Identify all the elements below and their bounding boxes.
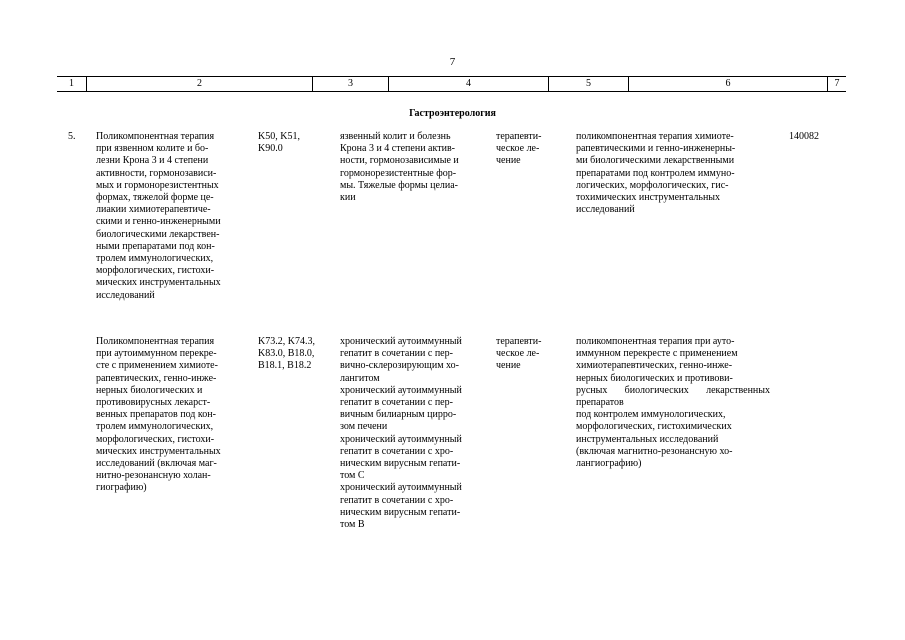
icd-codes: K50, K51, K90.0 <box>258 131 300 155</box>
patient-model: язвенный колит и болезнь Крона 3 и 4 степени актив- ности, гормонозависимые и гормонорезистентные фор- мы. Тяжелые формы целиа- кии <box>340 131 459 204</box>
header-col-2: 2 <box>197 78 202 89</box>
page-number: 7 <box>449 56 456 68</box>
section-title: Гастроэнтерология <box>409 108 496 119</box>
treatment-method: поликомпонентная терапия при ауто- иммунном перекресте с применением химиотерапевтических, генно-инже- нерных биологических и противови- русных биологических лекарственных препаратов под контролем иммунологических, морфологических, гистохимических инструментальных исследований (включая магнитно-резонансную хо- лангиографию) <box>576 336 770 470</box>
patient-model: хронический аутоиммунный гепатит в сочетании с пер- вично-склерозирующим хо- лангитом хронический аутоиммунный гепатит в сочетании с пер- вичным билиарным цирро- зом печени хронический аутоиммунный гепатит в сочетании с хро- ническим вирусным гепати- том C хронический аутоиммунный гепатит в сочетании с хро- ническим вирусным гепати- том B <box>340 336 462 531</box>
header-col-7: 7 <box>834 78 840 89</box>
treatment-type: терапевти- ческое ле- чение <box>496 336 542 372</box>
row-number: 5. <box>68 131 76 142</box>
icd-codes: K73.2, K74.3, K83.0, B18.0, B18.1, B18.2 <box>258 336 315 372</box>
header-col-1: 1 <box>69 78 74 89</box>
header-col-4: 4 <box>466 78 471 89</box>
treatment-name: Поликомпонентная терапия при аутоиммунном перекре- сте с применением химиоте- рапевтических, генно-инже- нерных биологических и противовирусных лекарст- венных препаратов под кон- тролем иммунологических, морфологических, гистохи- мических инструментальных исследований (включая маг- нитно-резонансную холан- гиографию) <box>96 336 221 494</box>
header-col-6: 6 <box>725 78 731 89</box>
treatment-type: терапевти- ческое ле- чение <box>496 131 542 167</box>
treatment-method: поликомпонентная терапия химиоте- рапевтическими и генно-инженерны- ми биологическими лекарственными препаратами под контролем иммуно- логических, морфологических, гис- тохимических инструментальных исследований <box>576 131 736 216</box>
treatment-name: Поликомпонентная терапия при язвенном колите и бо- лезни Крона 3 и 4 степени активности, гормонозависи- мых и гормонорезистентных формах, тяжелой форме це- лиакии химиотерапевтиче- скими и генно-инженерными биологическими лекарствен- ными препаратами под кон- тролем иммунологических, морфологических, гистохи- мических инструментальных исследований <box>96 131 221 301</box>
table-header-row <box>57 76 846 92</box>
header-col-3: 3 <box>348 78 353 89</box>
header-col-5: 5 <box>586 78 591 89</box>
cost-value: 140082 <box>789 131 819 142</box>
